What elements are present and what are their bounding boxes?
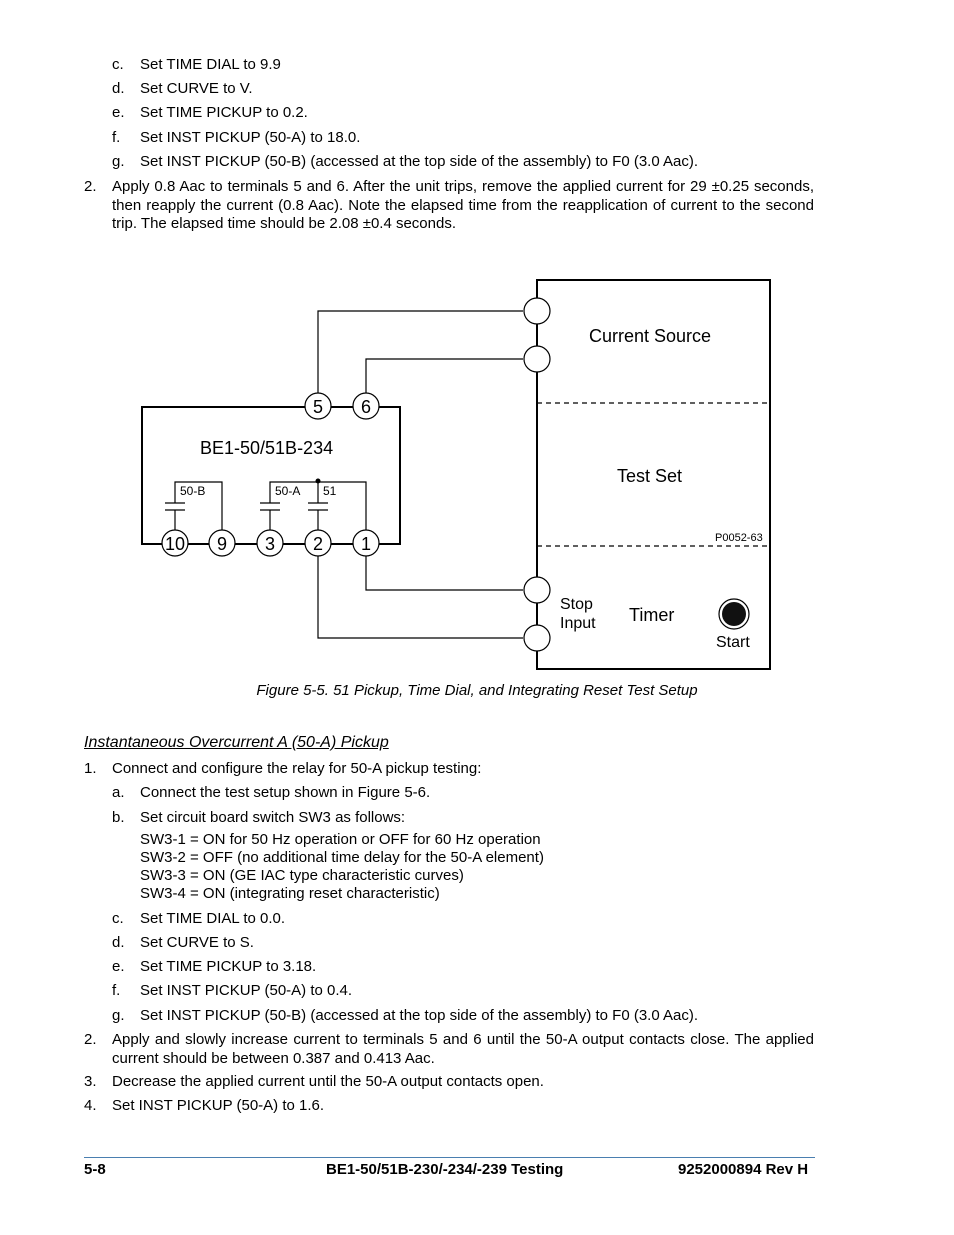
step-label: c.	[112, 910, 124, 927]
footer-rule	[84, 1157, 815, 1158]
step-label: e.	[112, 104, 125, 121]
terminal-label: 3	[264, 534, 276, 554]
step-label: d.	[112, 80, 125, 97]
terminal-label: 9	[216, 534, 228, 554]
step-text: Set INST PICKUP (50-A) to 0.4.	[140, 982, 353, 999]
step-label: 1.	[84, 760, 97, 777]
step-text: Apply and slowly increase current to terminals 5 and 6 until the 50-A output contacts close. The applied current should be between 0.387 and 0.413 Aac.	[112, 1031, 814, 1067]
wire-5	[318, 311, 523, 395]
terminal-label: 2	[312, 534, 324, 554]
figure-caption: Figure 5-5. 51 Pickup, Time Dial, and Integrating Reset Test Setup	[256, 682, 698, 699]
test-set-label: Test Set	[617, 466, 683, 486]
step-text: Set INST PICKUP (50-A) to 1.6.	[112, 1097, 325, 1114]
step-text: Set CURVE to V.	[140, 80, 253, 97]
step-text: Set circuit board switch SW3 as follows:	[140, 809, 406, 826]
step-text: Set INST PICKUP (50-B) (accessed at the top side of the assembly) to F0 (3.0 Aac).	[140, 153, 699, 170]
step-label: g.	[112, 1007, 125, 1024]
step-label: d.	[112, 934, 125, 951]
step-label: f.	[112, 982, 121, 999]
switch-setting: SW3-2 = OFF (no additional time delay for the 50-A element)	[140, 849, 544, 866]
wire-1	[366, 555, 523, 590]
step-label: c.	[112, 56, 124, 73]
step-text: Set CURVE to S.	[140, 934, 254, 951]
step-text: Set TIME DIAL to 0.0.	[140, 910, 286, 927]
step-label: 3.	[84, 1073, 97, 1090]
step-text: Decrease the applied current until the 50-A output contacts open.	[112, 1073, 544, 1090]
step-text: Connect the test setup shown in Figure 5-6.	[140, 784, 431, 801]
section-heading: Instantaneous Overcurrent A (50-A) Pickup	[84, 734, 389, 751]
step-label: a.	[112, 784, 125, 801]
timer-label: Timer	[629, 605, 675, 625]
source-terminal	[524, 346, 550, 372]
wire-6	[366, 359, 523, 395]
switch-setting: SW3-1 = ON for 50 Hz operation or OFF for 60 Hz operation	[140, 831, 541, 848]
footer-title: BE1-50/51B-230/-234/-239 Testing	[326, 1161, 564, 1178]
step-label: 2.	[84, 1031, 97, 1048]
page-number: 5-8	[84, 1161, 106, 1178]
terminal-label: 10	[164, 534, 186, 554]
relay-name: BE1-50/51B-234	[200, 438, 334, 458]
terminal-label: 6	[360, 397, 372, 417]
stop-label: Stop	[560, 596, 593, 613]
junction-dot	[316, 479, 321, 484]
step-text: Set INST PICKUP (50-B) (accessed at the top side of the assembly) to F0 (3.0 Aac).	[140, 1007, 699, 1024]
step-text: Set TIME DIAL to 9.9	[140, 56, 281, 73]
step2-text: Apply 0.8 Aac to terminals 5 and 6. After the unit trips, remove the applied current for 29 ±0.25 seconds, then reapply the current (0.8 Aac). Note the elapsed time from the reapplication of current to the second trip. The elapsed time should be 2.08 ±0.4 seconds.	[112, 178, 814, 232]
contact-label: 50-B	[180, 484, 206, 498]
step-label: f.	[112, 129, 121, 146]
terminal-label: 1	[360, 534, 372, 554]
contact-label: 50-A	[275, 484, 301, 498]
start-button-icon	[722, 602, 746, 626]
stop-terminal	[524, 577, 550, 603]
step-label: g.	[112, 153, 125, 170]
input-label: Input	[560, 615, 596, 632]
step2-label: 2.	[84, 178, 97, 195]
source-terminal	[524, 298, 550, 324]
switch-setting: SW3-3 = ON (GE IAC type characteristic curves)	[140, 867, 464, 884]
contact-label: 51	[323, 484, 337, 498]
relay-box	[142, 407, 400, 544]
figure-ref: P0052-63	[715, 532, 763, 544]
step-text: Set TIME PICKUP to 0.2.	[140, 104, 308, 121]
step-label: e.	[112, 958, 125, 975]
step-text: Connect and configure the relay for 50-A pickup testing:	[112, 760, 482, 777]
switch-setting: SW3-4 = ON (integrating reset characteristic)	[140, 885, 440, 902]
terminal-label: 5	[312, 397, 324, 417]
wire-2	[318, 555, 523, 638]
current-source-label: Current Source	[589, 326, 712, 346]
stop-terminal	[524, 625, 550, 651]
step-text: Set INST PICKUP (50-A) to 18.0.	[140, 129, 361, 146]
step-label: b.	[112, 809, 125, 826]
document-number: 9252000894 Rev H	[678, 1161, 809, 1178]
step-text: Set TIME PICKUP to 3.18.	[140, 958, 317, 975]
start-label: Start	[716, 634, 750, 651]
step-label: 4.	[84, 1097, 97, 1114]
